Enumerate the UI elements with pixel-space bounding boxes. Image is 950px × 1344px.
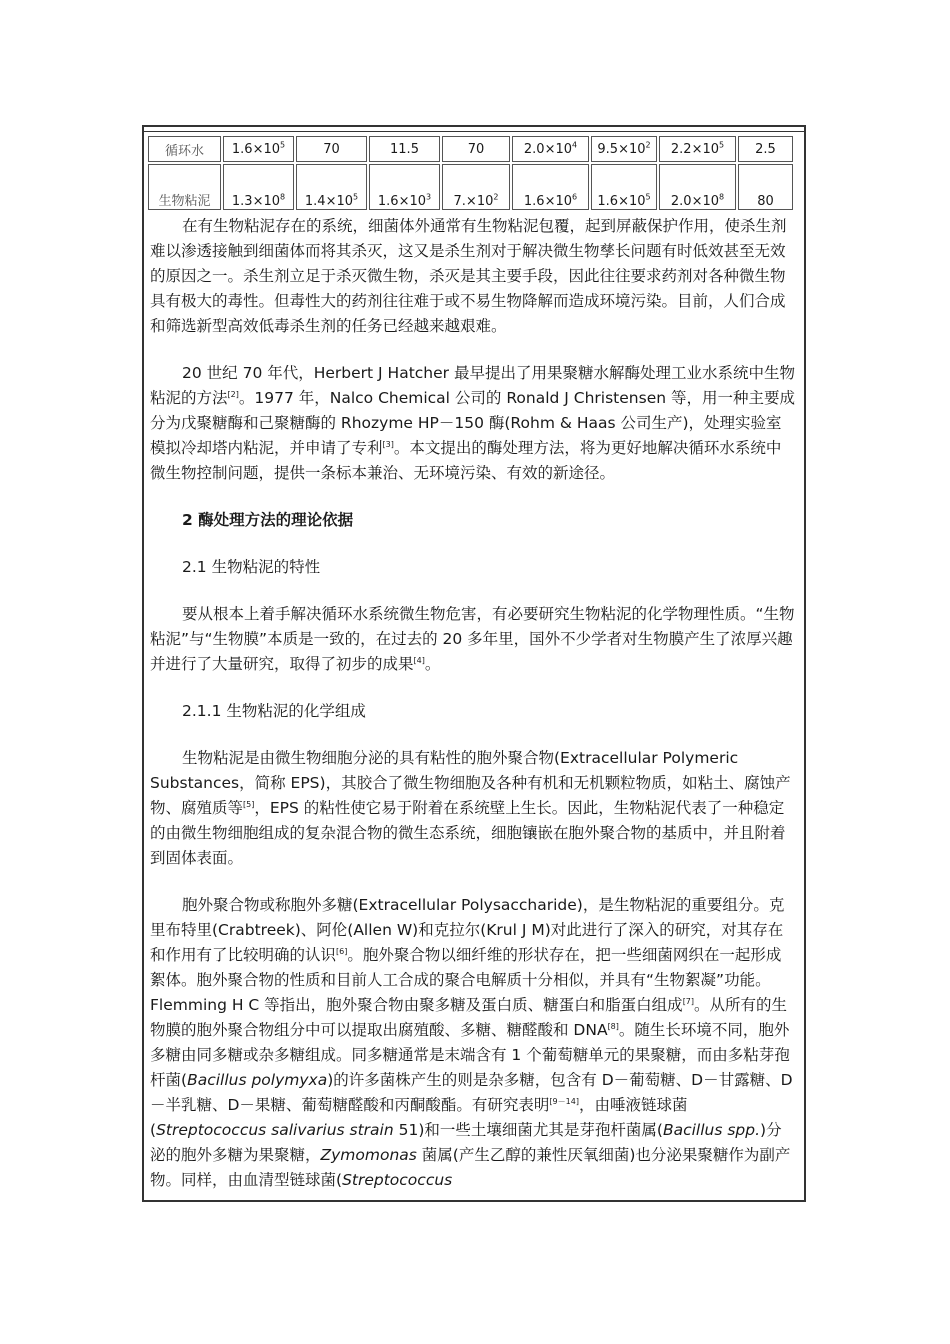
table-row — [148, 164, 793, 210]
table-cell: 2.5 — [738, 136, 793, 162]
table-cell: $7.\times 10^2$ — [442, 164, 510, 210]
table-cell: $9.5\times 10^2$ — [591, 136, 657, 162]
row-label: 生物粘泥 — [148, 164, 221, 210]
table-cell: $1.6\times 10^3$ — [369, 164, 440, 210]
section-heading: 2 酶处理方法的理论依据 — [182, 511, 354, 529]
table-cell: 11.5 — [369, 136, 440, 162]
table-cell: 70 — [442, 136, 510, 162]
table-cell: $2.2\times 10^5$ — [659, 136, 736, 162]
table-cell: $2.0\times 10^8$ — [659, 164, 736, 210]
paragraph: 生物粘泥是由微生物细胞分泌的具有粘性的胞外聚合物(Extracellular Polymeric Substances，简称 EPS)，其胶合了微生物细胞及各种有机和无机颗粒物质，如粘土、腐蚀产物、腐殖质等[5]，EPS 的粘性使它易于附着在系统壁上生长。因此，生物粘泥代表了一种稳定的由微生物细胞组成的复杂混合物的微生态系统，细胞镶嵌在胞外聚合物的基质中，并且附着到固体表面。 — [150, 749, 791, 867]
table-cell: 70 — [296, 136, 367, 162]
paragraph: 胞外聚合物或称胞外多糖(Extracellular Polysaccharide)，是生物粘泥的重要组分。克里布特里(Crabtreek)、阿伦(Allen W)和克拉尔(Krul J M)对此进行了深入的研究，对其存在和作用有了比较明确的认识[6]。胞外聚合物以细纤维的形状存在，把一些细菌网织在一起形成絮体。胞外聚合物的性质和目前人工合成的聚合电解质十分相似，并具有“生物絮凝”功能。Flemming H C 等指出，胞外聚合物由聚多糖及蛋白质、糖蛋白和脂蛋白组成[7]。从所有的生物膜的胞外聚合物组分中可以提取出腐殖酸、多糖、糖醛酸和 DNA[8]。随生长环境不同，胞外多糖由同多糖或杂多糖组成。同多糖通常是末端含有 1 个葡萄糖单元的果聚糖，而由多粘芽孢杆菌(Bacillus polymyxa)的许多菌株产生的则是杂多糖，包含有 D－葡萄糖、D－甘露糖、D－半乳糖、D－果糖、葡萄糖醛酸和丙酮酸酯。有研究表明[9－14]，由唾液链球菌(Streptococcus salivarius strain 51)和一些土壤细菌尤其是芽孢杆菌属(Bacillus spp.)分泌的胞外多糖为果聚糖，Zymomonas 菌属(产生乙醇的兼性厌氧细菌)也分泌果聚糖作为副产物。同样，由血清型链球菌(Streptococcus — [150, 896, 793, 1189]
table-cell: 80 — [738, 164, 793, 210]
table-row — [148, 136, 793, 162]
subsubsection-heading: 2.1.1 生物粘泥的化学组成 — [182, 702, 366, 720]
frame-top-rule — [144, 131, 804, 132]
paragraph: 在有生物粘泥存在的系统，细菌体外通常有生物粘泥包覆，起到屏蔽保护作用，使杀生剂难以渗透接触到细菌体而将其杀灭，这又是杀生剂对于解决微生物孳长问题有时低效甚至无效的原因之一。杀生剂立足于杀灭微生物，杀灭是其主要手段，因此往往要求药剂对各种微生物具有极大的毒性。但毒性大的药剂往往难于或不易生物降解而造成环境污染。目前，人们合成和筛选新型高效低毒杀生剂的任务已经越来越艰难。 — [150, 217, 787, 335]
table-cell: $1.4\times 10^5$ — [296, 164, 367, 210]
table-cell: $1.3\times 10^8$ — [223, 164, 294, 210]
paragraph: 要从根本上着手解决循环水系统微生物危害，有必要研究生物粘泥的化学物理性质。“生物粘泥”与“生物膜”本质是一致的，在过去的 20 多年里，国外不少学者对生物膜产生了浓厚兴趣并进行了大量研究，取得了初步的成果[4]。 — [150, 605, 795, 673]
table-cell: $1.6\times 10^5$ — [591, 164, 657, 210]
body-text — [150, 214, 796, 1193]
table-cell: $1.6\times 10^5$ — [223, 136, 294, 162]
paragraph: 20 世纪 70 年代，Herbert J Hatcher 最早提出了用果聚糖水解酶处理工业水系统中生物粘泥的方法[2]。1977 年，Nalco Chemical 公司的 Ronald J Christensen 等，用一种主要成分为戊聚糖酶和己聚糖酶的 Rhozyme HP－150 酶(Rohm & Haas 公司生产)，处理实验室模拟冷却塔内粘泥，并申请了专利[3]。本文提出的酶处理方法，将为更好地解决循环水系统中微生物控制问题，提供一条标本兼治、无环境污染、有效的新途径。 — [150, 364, 795, 482]
data-table — [146, 134, 795, 212]
table-cell: $2.0\times 10^4$ — [512, 136, 589, 162]
table-cell: $1.6\times 10^6$ — [512, 164, 589, 210]
subsection-heading: 2.1 生物粘泥的特性 — [182, 558, 321, 576]
row-label: 循环水 — [148, 136, 221, 162]
